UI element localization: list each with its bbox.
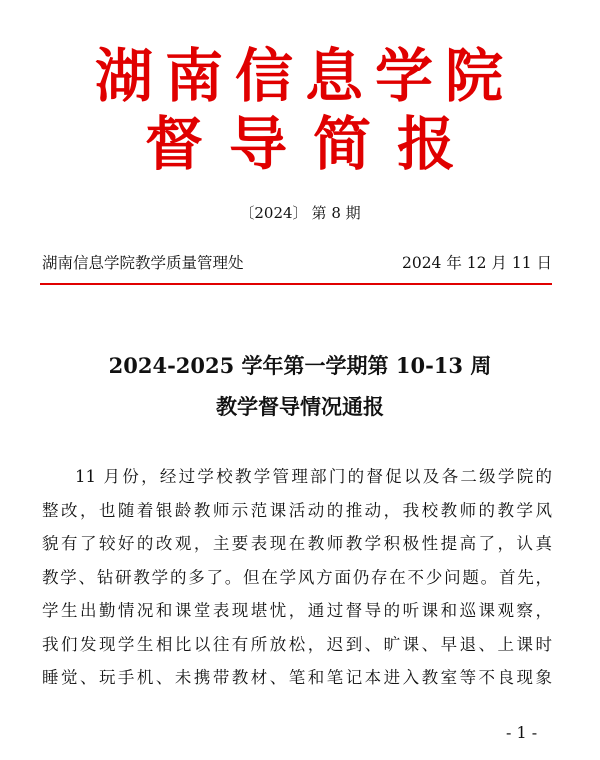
body-line: 学生出勤情况和课堂表现堪忧，通过督导的听课和巡课观察， xyxy=(42,601,552,620)
header-meta xyxy=(42,252,552,274)
body-line: 我们发现学生相比以往有所放松，迟到、旷课、早退、上课时 xyxy=(42,634,552,654)
masthead-bulletin-title: 督导简报 xyxy=(144,110,481,178)
red-divider xyxy=(40,283,552,285)
body-line: 11 月份，经过学校教学管理部门的督促以及各二级学院的 xyxy=(75,467,552,486)
issue-year: 〔2024〕 xyxy=(239,204,308,222)
issuing-office: 湖南信息学院教学质量管理处 xyxy=(42,254,244,272)
issue-count: 第 8 期 xyxy=(311,204,361,222)
body-line: 睡觉、玩手机、未携带教材、笔和笔记本进入教室等不良现象 xyxy=(42,668,552,687)
issue-date: 2024 年 12 月 11 日 xyxy=(401,254,552,272)
report-title-line-2: 教学督导情况通报 xyxy=(216,394,384,419)
body-line: 教学、钻研教学的多了。但在学风方面仍存在不少问题。首先， xyxy=(42,567,552,587)
body-line: 整改，也随着银龄教师示范课活动的推动，我校教师的教学风 xyxy=(42,500,552,520)
body-line: 貌有了较好的改观，主要表现在教师教学积极性提高了，认真 xyxy=(42,534,552,553)
report-body xyxy=(42,460,552,695)
masthead-institution: 湖南信息学院 xyxy=(94,42,515,110)
page-number: - 1 - xyxy=(506,723,538,742)
report-title-line-1: 2024-2025 学年第一学期第 10-13 周 xyxy=(108,353,492,378)
issue-number xyxy=(0,202,600,224)
